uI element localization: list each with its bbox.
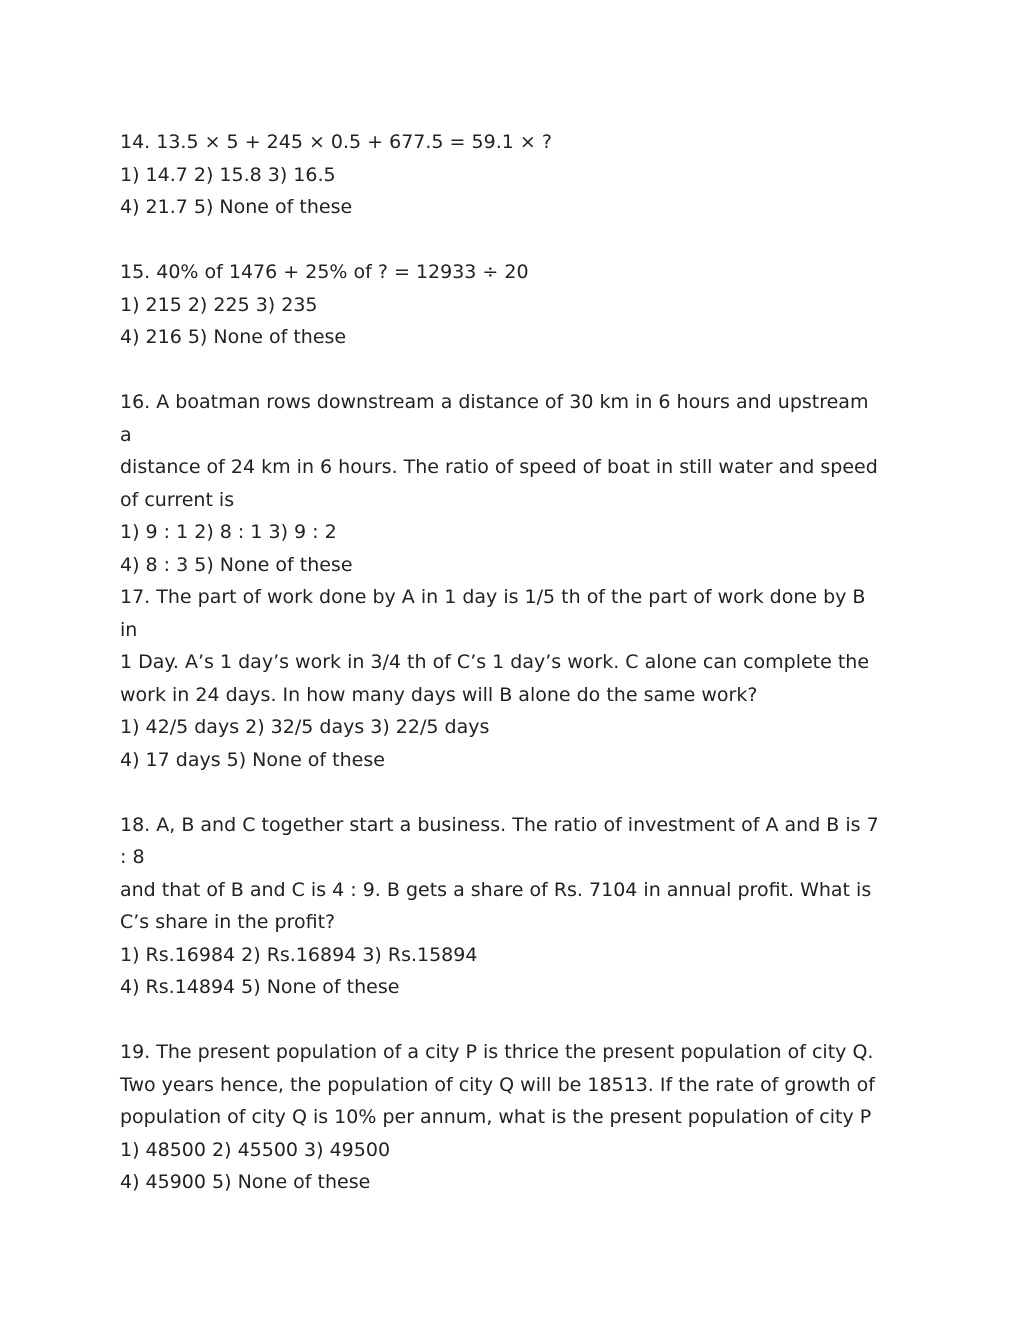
question-15-text: 15. 40% of 1476 + 25% of ? = 12933 ÷ 20 xyxy=(120,261,529,283)
question-17-text-line-1: 17. The part of work done by A in 1 day is 1/5 th of the part of work done by B xyxy=(120,586,866,608)
question-14-options-row-1: 1) 14.7 2) 15.8 3) 16.5 xyxy=(120,163,336,186)
question-16-options-row-2: 4) 8 : 3 5) None of these xyxy=(120,553,353,576)
spacer xyxy=(120,354,910,387)
question-18 xyxy=(120,809,910,1004)
question-14 xyxy=(120,126,910,224)
spacer xyxy=(120,776,910,809)
question-19-text-line-1: 19. The present population of a city P is thrice the present population of city Q. xyxy=(120,1041,874,1063)
question-16-options-row-1: 1) 9 : 1 2) 8 : 1 3) 9 : 2 xyxy=(120,521,337,543)
question-19 xyxy=(120,1036,910,1199)
question-15-options-row-1: 1) 215 2) 225 3) 235 xyxy=(120,293,318,316)
question-17-text-line-3: 1 Day. A’s 1 day’s work in 3/4 th of C’s 1 day’s work. C alone can complete the xyxy=(120,651,870,673)
question-17-text-line-2: in xyxy=(120,618,138,641)
question-14-text: 14. 13.5 × 5 + 245 × 0.5 + 677.5 = 59.1 × ? xyxy=(120,131,552,153)
spacer xyxy=(120,1004,910,1037)
question-19-options-row-1: 1) 48500 2) 45500 3) 49500 xyxy=(120,1138,391,1161)
question-17 xyxy=(120,581,910,776)
question-16-text-line-2: a xyxy=(120,423,132,446)
question-18-text-line-3: and that of B and C is 4 : 9. B gets a share of Rs. 7104 in annual profit. What is xyxy=(120,878,872,901)
question-15 xyxy=(120,256,910,354)
question-16-text-line-3: distance of 24 km in 6 hours. The ratio of speed of boat in still water and speed xyxy=(120,456,878,478)
question-19-text-line-3: population of city Q is 10% per annum, what is the present population of city P xyxy=(120,1106,872,1128)
question-19-options-row-2: 4) 45900 5) None of these xyxy=(120,1171,371,1193)
question-18-text-line-4: C’s share in the profit? xyxy=(120,911,336,933)
spacer xyxy=(120,224,910,257)
question-19-text-line-2: Two years hence, the population of city Q will be 18513. If the rate of growth of xyxy=(120,1073,875,1096)
question-18-text-line-1: 18. A, B and C together start a business. The ratio of investment of A and B is 7 xyxy=(120,813,879,836)
document-page xyxy=(120,126,910,1199)
question-16-text-line-4: of current is xyxy=(120,488,235,511)
question-17-options-row-2: 4) 17 days 5) None of these xyxy=(120,748,385,771)
question-16 xyxy=(120,386,910,581)
question-18-options-row-1: 1) Rs.16984 2) Rs.16894 3) Rs.15894 xyxy=(120,943,478,966)
question-16-text-line-1: 16. A boatman rows downstream a distance of 30 km in 6 hours and upstream xyxy=(120,391,869,413)
question-17-text-line-4: work in 24 days. In how many days will B alone do the same work? xyxy=(120,683,758,706)
question-17-options-row-1: 1) 42/5 days 2) 32/5 days 3) 22/5 days xyxy=(120,716,490,738)
question-14-options-row-2: 4) 21.7 5) None of these xyxy=(120,196,353,218)
question-18-options-row-2: 4) Rs.14894 5) None of these xyxy=(120,976,400,998)
question-18-text-line-2: : 8 xyxy=(120,846,145,868)
question-15-options-row-2: 4) 216 5) None of these xyxy=(120,326,347,348)
